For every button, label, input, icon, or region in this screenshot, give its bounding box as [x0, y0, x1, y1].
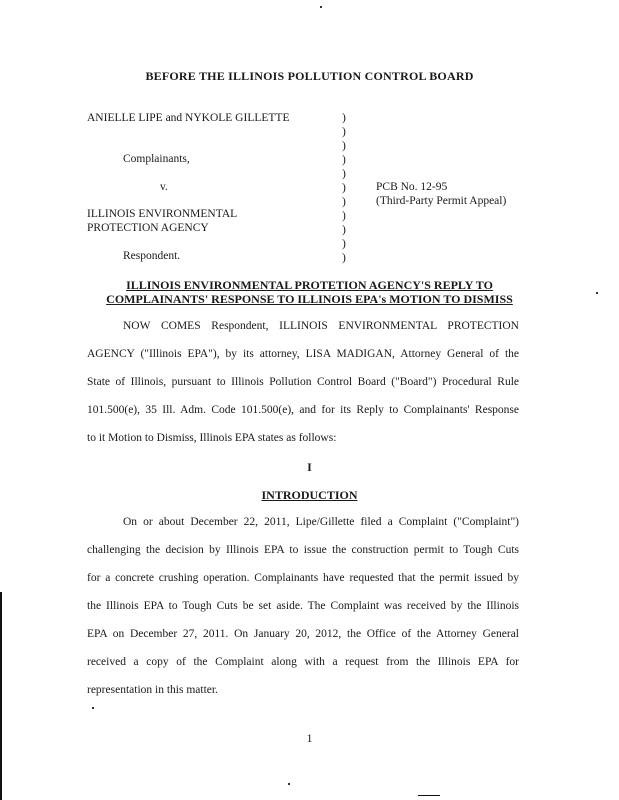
scan-speck	[320, 6, 322, 8]
caption-paren: )	[342, 238, 346, 250]
section-heading: INTRODUCTION	[261, 488, 358, 502]
body-line: representation in this matter.	[87, 684, 218, 696]
body-line: EPA on December 27, 2011. On January 20, 2012, the Office of the Attorney General	[87, 628, 519, 640]
caption-paren: )	[342, 196, 346, 208]
caption-paren: )	[342, 210, 346, 222]
caption-paren: )	[342, 140, 346, 152]
body-line: AGENCY ("Illinois EPA"), by its attorney, LISA MADIGAN, Attorney General of the	[87, 348, 519, 360]
scan-edge-artifact	[418, 795, 440, 796]
document-title-line1: ILLINOIS ENVIRONMENTAL PROTETION AGENCY'S REPLY TO	[126, 278, 493, 292]
caption-paren: )	[342, 224, 346, 236]
body-line: NOW COMES Respondent, ILLINOIS ENVIRONMENTAL PROTECTION	[123, 320, 519, 332]
caption-complainants-names: ANIELLE LIPE and NYKOLE GILLETTE	[87, 112, 290, 124]
caption-respondent-name-line1: ILLINOIS ENVIRONMENTAL	[87, 208, 238, 220]
body-line: to it Motion to Dismiss, Illinois EPA states as follows:	[87, 432, 337, 444]
scan-speck	[288, 783, 290, 785]
case-type: (Third-Party Permit Appeal)	[376, 195, 507, 207]
body-line: State of Illinois, pursuant to Illinois Pollution Control Board ("Board") Procedural Rule	[87, 376, 519, 388]
body-line: for a concrete crushing operation. Complainants have requested that the permit issued by	[87, 572, 519, 584]
caption-paren: )	[342, 126, 346, 138]
caption-versus: v.	[160, 181, 168, 193]
body-line: On or about December 22, 2011, Lipe/Gillette filed a Complaint ("Complaint")	[123, 516, 519, 528]
case-number: PCB No. 12-95	[376, 181, 448, 193]
caption-respondent-name-line2: PROTECTION AGENCY	[87, 222, 209, 234]
caption-complainants-role: Complainants,	[123, 153, 190, 165]
caption-respondent-role: Respondent.	[123, 250, 181, 262]
document-title-line2: COMPLAINANTS' RESPONSE TO ILLINOIS EPA's MOTION TO DISMISS	[106, 292, 513, 306]
section-number: I	[307, 460, 312, 474]
scan-speck	[596, 292, 598, 294]
scan-speck	[92, 707, 94, 709]
court-heading: BEFORE THE ILLINOIS POLLUTION CONTROL BOARD	[145, 69, 474, 83]
body-line: challenging the decision by Illinois EPA to issue the construction permit to Tough Cuts	[87, 544, 519, 556]
scan-edge-artifact	[0, 592, 2, 800]
body-line: the Illinois EPA to Tough Cuts be set aside. The Complaint was received by the Illinois	[87, 600, 519, 612]
caption-paren: )	[342, 182, 346, 194]
body-line: received a copy of the Complaint along with a request from the Illinois EPA for	[87, 656, 519, 668]
page-number: 1	[306, 731, 313, 745]
caption-paren: )	[342, 154, 346, 166]
body-line: 101.500(e), 35 Ill. Adm. Code 101.500(e), and for its Reply to Complainants' Response	[87, 404, 519, 416]
caption-paren: )	[342, 112, 346, 124]
caption-paren: )	[342, 168, 346, 180]
caption-paren: )	[342, 252, 346, 264]
